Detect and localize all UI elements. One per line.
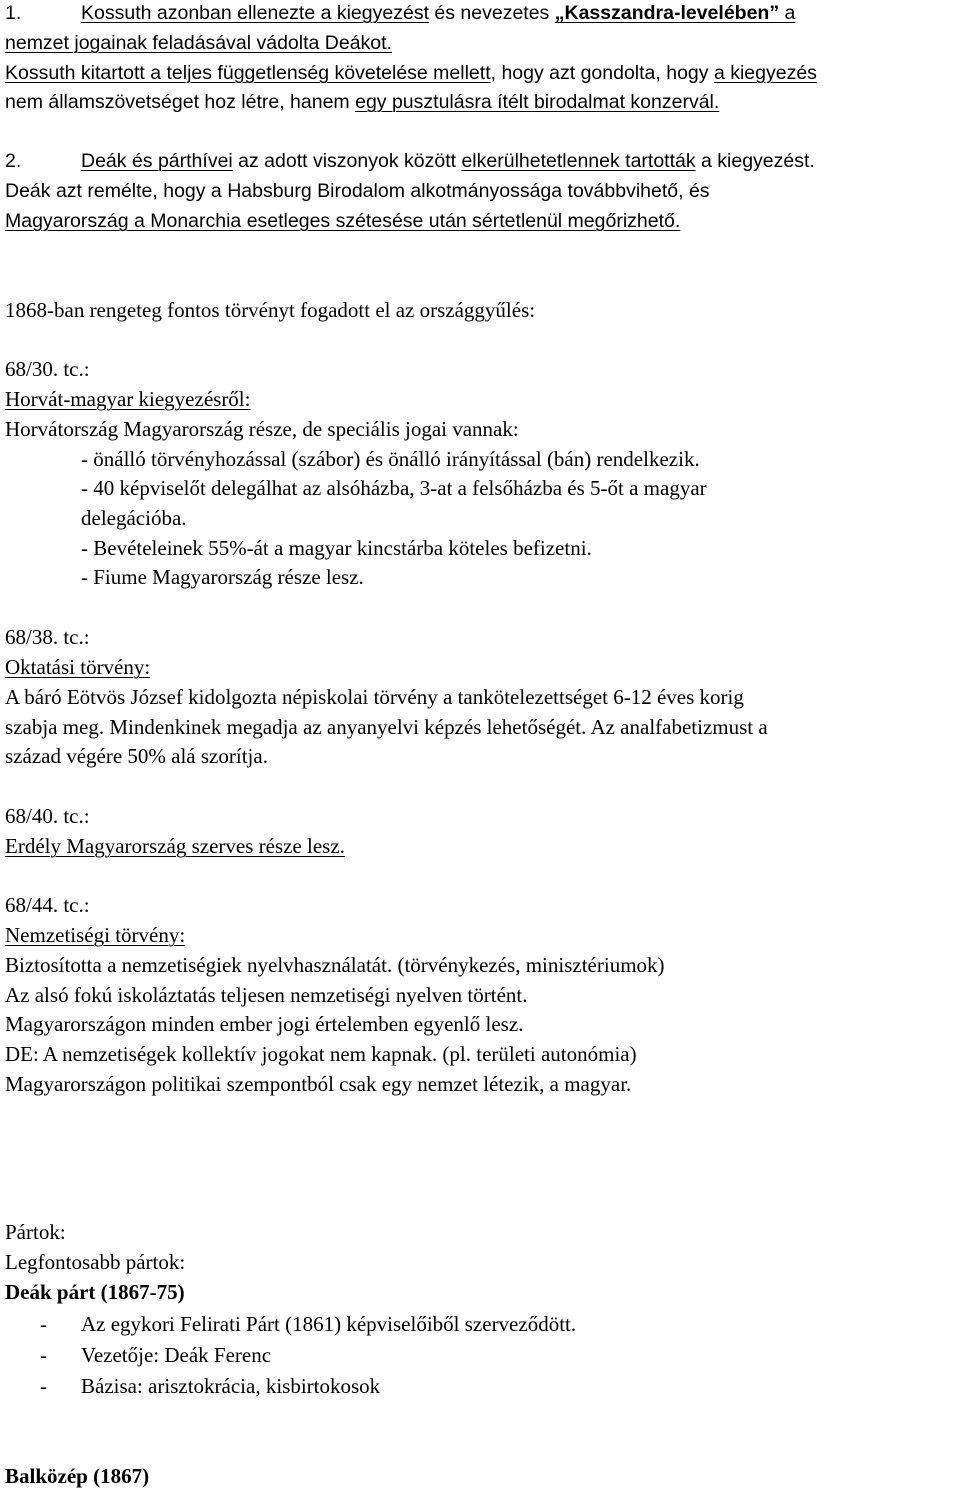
item1-text-underlined: Kossuth azonban ellenezte a kiegyezést xyxy=(81,2,429,24)
law38-line1: A báró Eötvös József kidolgozta népiskolai törvény a tankötelezettséget 6-12 éves korig xyxy=(5,685,744,709)
parties-heading: Pártok: xyxy=(5,1220,66,1244)
law30-code: 68/30. tc.: xyxy=(5,357,90,381)
law38-line2: szabja meg. Mindenkinek megadja az anyanyelvi képzés lehetőségét. Az analfabetizmust a xyxy=(5,715,768,739)
item1-kasszandra: „Kasszandra-levelében” xyxy=(554,2,780,24)
item2-number: 2. xyxy=(5,150,22,172)
item2-deak: Deák és párthívei xyxy=(81,150,233,172)
law38-code: 68/38. tc.: xyxy=(5,625,90,649)
item1-line4 xyxy=(5,93,719,113)
law30-text: Horvátország Magyarország része, de speciális jogai vannak: xyxy=(5,417,519,441)
law30-title: Horvát-magyar kiegyezésről: xyxy=(5,387,251,411)
law44-line3: Magyarországon minden ember jogi értelemben egyenlő lesz. xyxy=(5,1012,524,1036)
item2-text-end: a kiegyezést. xyxy=(695,150,815,172)
item1-number: 1. xyxy=(5,2,22,24)
dash-marker: - xyxy=(40,1374,47,1398)
laws-intro: 1868-ban rengeteg fontos törvényt fogadott el az országgyűlés: xyxy=(5,298,536,322)
deak-party-item-2 xyxy=(40,1345,271,1366)
deak-party-item-text: Bázisa: arisztokrácia, kisbirtokosok xyxy=(81,1374,381,1398)
deak-party-title: Deák párt (1867-75) xyxy=(5,1280,185,1304)
law40-code: 68/40. tc.: xyxy=(5,804,90,828)
law30-bullet2b: delegációba. xyxy=(81,506,187,530)
deak-party-item-text: Az egykori Felirati Párt (1861) képviselőiből szerveződött. xyxy=(81,1312,577,1336)
balkozep-title: Balközép (1867) xyxy=(5,1464,150,1488)
law44-line1: Biztosította a nemzetiségiek nyelvhasználatát. (törvénykezés, minisztériumok) xyxy=(5,953,665,977)
law30-bullet1: - önálló törvényhozással (szábor) és önálló irányítással (bán) rendelkezik. xyxy=(81,447,700,471)
item1-l4-text: nem államszövetséget hoz létre, hanem xyxy=(5,91,356,113)
law44-line4: DE: A nemzetiségek kollektív jogokat nem kapnak. (pl. területi autonómia) xyxy=(5,1042,637,1066)
dash-marker: - xyxy=(40,1343,47,1367)
law30-bullet2a: - 40 képviselőt delegálhat az alsóházba, 3-at a felsőházba és 5-őt a magyar xyxy=(81,476,707,500)
item2-line1 xyxy=(5,152,815,172)
law40-title: Erdély Magyarország szerves része lesz. xyxy=(5,834,345,858)
item1-l3-kiegyezes: a kiegyezés xyxy=(713,62,817,84)
law44-title: Nemzetiségi törvény: xyxy=(5,923,186,947)
item1-l4-underlined: egy pusztulásra ítélt birodalmat konzervál. xyxy=(355,91,720,113)
law30-bullet3: - Bevételeinek 55%-át a magyar kincstárba köteles befizetni. xyxy=(81,536,592,560)
item2-line2: Deák azt remélte, hogy a Habsburg Birodalom alkotmányossága továbbvihető, és xyxy=(5,180,710,202)
deak-party-item-3 xyxy=(40,1376,380,1397)
law44-code: 68/44. tc.: xyxy=(5,893,90,917)
item2-line3: Magyarország a Monarchia esetleges szétesése után sértetlenül megőrizhető. xyxy=(5,210,681,232)
item2-text: az adott viszonyok között xyxy=(232,150,462,172)
deak-party-item-text: Vezetője: Deák Ferenc xyxy=(81,1343,272,1367)
parties-subheading: Legfontosabb pártok: xyxy=(5,1250,186,1274)
item1-text-end: a xyxy=(779,2,796,24)
law30-bullet4: - Fiume Magyarország része lesz. xyxy=(81,565,364,589)
law38-title: Oktatási törvény: xyxy=(5,655,151,679)
item1-l3-text: , hogy azt gondolta, hogy xyxy=(490,62,714,84)
item1-l3-underlined: Kossuth kitartott a teljes függetlenség követelése mellett xyxy=(5,62,491,84)
item1-line3 xyxy=(5,64,817,84)
dash-marker: - xyxy=(40,1312,47,1336)
law44-line2: Az alsó fokú iskoláztatás teljesen nemzetiségi nyelven történt. xyxy=(5,983,528,1007)
law44-line5: Magyarországon politikai szempontból csak egy nemzet létezik, a magyar. xyxy=(5,1072,632,1096)
item1-text: és nevezetes xyxy=(428,2,555,24)
deak-party-item-1 xyxy=(40,1314,576,1335)
item1-line2: nemzet jogainak feladásával vádolta Deákot. xyxy=(5,32,392,54)
item1-line1 xyxy=(5,4,795,24)
item2-elkerulhetetlen: elkerülhetetlennek tartották xyxy=(461,150,696,172)
law38-line3: század végére 50% alá szorítja. xyxy=(5,744,268,768)
